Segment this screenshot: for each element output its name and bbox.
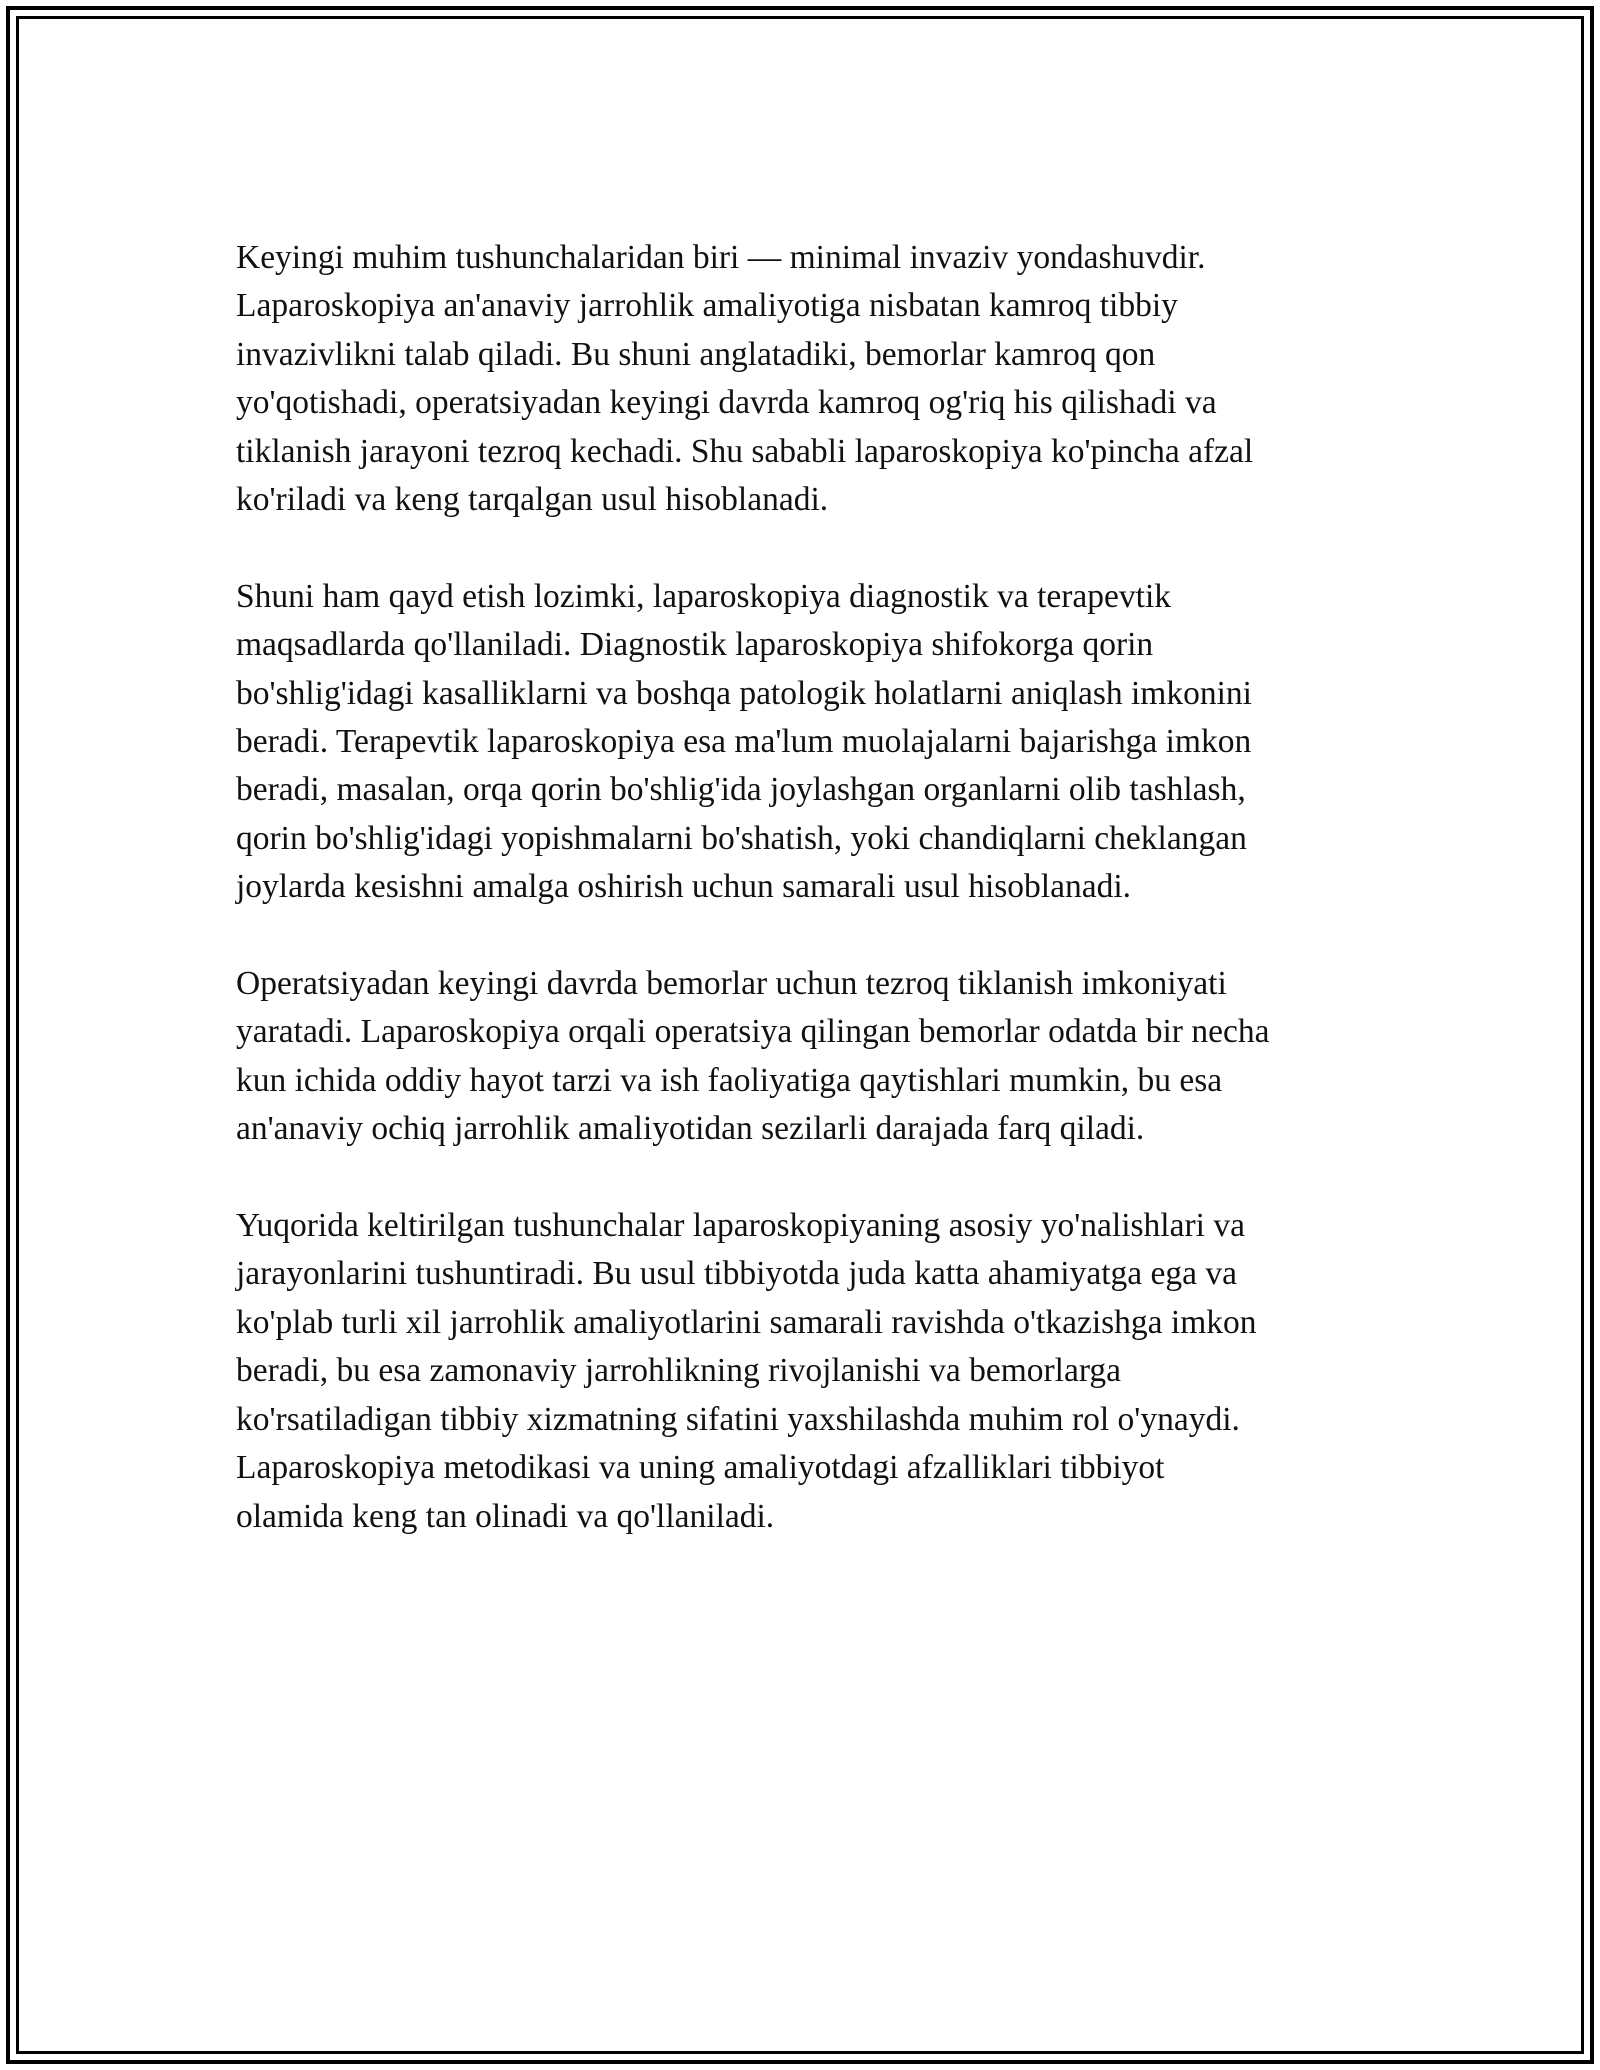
paragraph-diagnostic-therapeutic: Shuni ham qayd etish lozimki, laparoskopiya diagnostik va terapevtik maqsadlarda qo'llaniladi. Diagnostik laparoskopiya shifokorga qorin bo'shlig'idagi kasalliklarni va boshqa patologik holatlarni aniqlash imkonini beradi. Terapevtik laparoskopiya esa ma'lum muolajalarni bajarishga imkon beradi, masalan, orqa qorin bo'shlig'ida joylashgan organlarni olib tashlash, qorin bo'shlig'idagi yopishmalarni bo'shatish, yoki chandiqlarni cheklangan joylarda kesishni amalga oshirish uchun samarali usul hisoblanadi. [236, 577, 1252, 906]
paragraph-recovery: Operatsiyadan keyingi davrda bemorlar uchun tezroq tiklanish imkoniyati yaratadi. Laparoskopiya orqali operatsiya qilingan bemorlar odatda bir necha kun ichida oddiy hayot tarzi va ish faoliyatiga qaytishlari mumkin, bu esa an'anaviy ochiq jarrohlik amaliyotidan sezilarli darajada farq qiladi. [236, 965, 1270, 1148]
paragraph-conclusion: Yuqorida keltirilgan tushunchalar laparoskopiyaning asosiy yo'nalishlari va jarayonlarini tushuntiradi. Bu usul tibbiyotda juda katta ahamiyatga ega va ko'plab turli xil jarrohlik amaliyotlarini samarali ravishda o'tkazishga imkon beradi, bu esa zamonaviy jarrohlikning rivojlanishi va bemorlarga ko'rsatiladigan tibbiy xizmatning sifatini yaxshilashda muhim rol o'ynaydi. Laparoskopiya metodikasi va uning amaliyotdagi afzalliklari tibbiyot olamida keng tan olinadi va qo'llaniladi. [236, 1207, 1257, 1535]
document-body [236, 234, 1386, 1541]
paragraph-minimal-invasive: Keyingi muhim tushunchalaridan biri — minimal invaziv yondashuvdir. Laparoskopiya an'anaviy jarrohlik amaliyotiga nisbatan kamroq tibbiy invazivlikni talab qiladi. Bu shuni anglatadiki, bemorlar kamroq qon yo'qotishadi, operatsiyadan keyingi davrda kamroq og'riq his qilishadi va tiklanish jarayoni tezroq kechadi. Shu sababli laparoskopiya ko'pincha afzal ko'riladi va keng tarqalgan usul hisoblanadi. [236, 239, 1254, 519]
